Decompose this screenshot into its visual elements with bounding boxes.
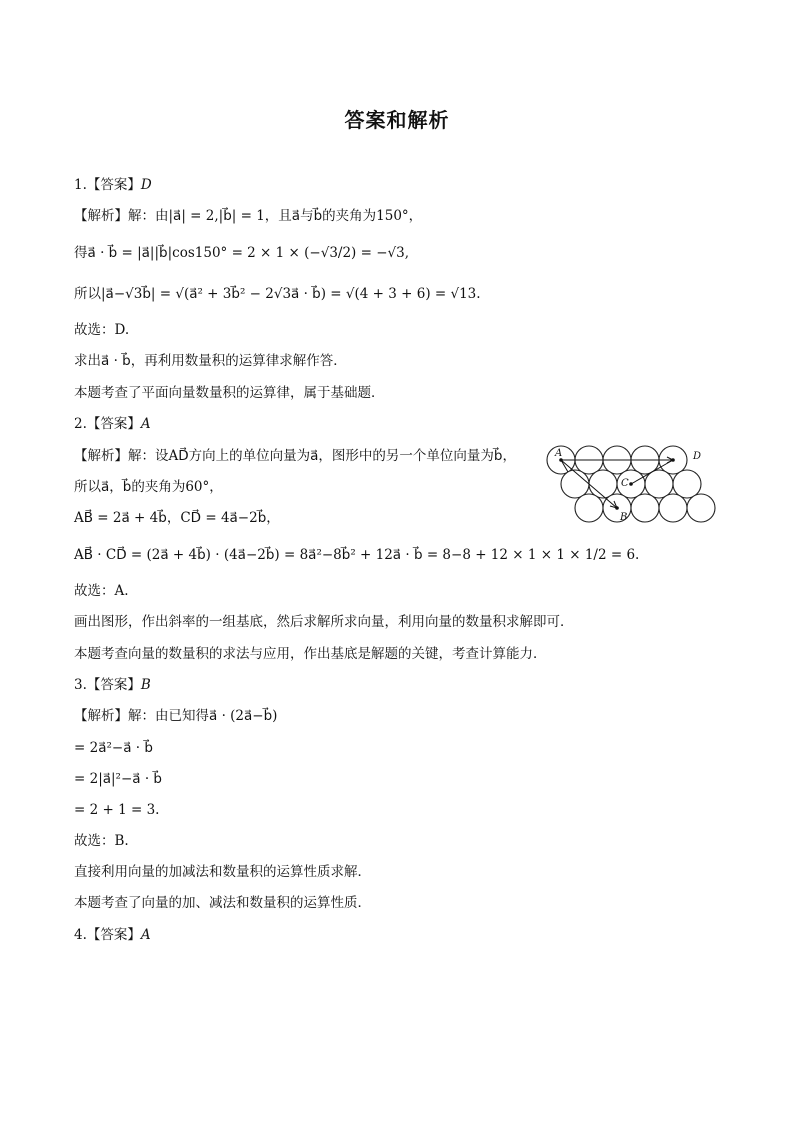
label-b: B — [620, 512, 628, 523]
q3-answer-value: B — [140, 677, 151, 693]
q2-analysis-line-2: 所以a⃗，b⃗的夹角为60°， — [74, 479, 223, 495]
q2-analysis-line-7: 本题考查向量的数量积的求法与应用，作出基底是解题的关键，考查计算能力． — [74, 646, 547, 662]
q1-analysis-line-6: 本题考查了平面向量数量积的运算律，属于基础题． — [74, 385, 385, 401]
q1-analysis-line-2: 得a⃗ · b⃗ = |a⃗||b⃗|cos150° = 2 × 1 × (−√3/2) = −√3, — [74, 245, 410, 261]
q3-analysis-line-3: = 2|a⃗|²−a⃗ · b⃗ — [74, 771, 163, 787]
q1-analysis-line-5: 求出a⃗ · b⃗，再利用数量积的运算律求解作答． — [74, 353, 347, 369]
q3-analysis-line-1: 【解析】解：由已知得a⃗ · (2a⃗−b⃗) — [74, 708, 278, 724]
label-c: C — [621, 478, 629, 489]
circle-packing-figure — [545, 440, 723, 532]
label-a: A — [555, 448, 563, 459]
q3-analysis-line-4: = 2 + 1 = 3. — [74, 802, 160, 818]
q3-analysis-line-5: 故选：B. — [74, 833, 129, 849]
q2-answer-value: A — [140, 416, 151, 432]
q1-answer-label: 1.【答案】 — [74, 177, 141, 193]
q2-answer-label: 2.【答案】 — [74, 416, 141, 432]
circle — [687, 494, 715, 522]
q3-analysis-line-6: 直接利用向量的加减法和数量积的运算性质求解． — [74, 864, 371, 880]
page-title: 答案和解析 — [344, 108, 450, 132]
point-c — [629, 482, 633, 486]
q3-answer-line — [74, 676, 151, 694]
q2-analysis-line-4: AB⃗ · CD⃗ = (2a⃗ + 4b⃗) · (4a⃗−2b⃗) = 8a⃗²−8b⃗² + 12a⃗ · b⃗ = 8−8 + 12 × 1 × 1 × 1/2 = 6. — [74, 547, 640, 563]
q2-answer-line — [74, 415, 151, 433]
q2-analysis-line-5: 故选：A. — [74, 583, 129, 599]
q4-answer-label: 4.【答案】 — [74, 927, 141, 943]
circle — [589, 470, 617, 498]
q4-answer-value: A — [140, 927, 151, 943]
q3-analysis-line-7: 本题考查了向量的加、减法和数量积的运算性质． — [74, 895, 371, 911]
q1-answer-value: D — [140, 177, 152, 193]
circle — [631, 494, 659, 522]
circle — [673, 470, 701, 498]
q4-answer-line — [74, 926, 151, 944]
q1-analysis-line-1: 【解析】解：由|a⃗| = 2,|b⃗| = 1，且a⃗与b⃗的夹角为150°， — [74, 208, 423, 224]
q3-answer-label: 3.【答案】 — [74, 677, 141, 693]
circle — [659, 494, 687, 522]
point-b — [615, 506, 619, 510]
point-d — [671, 458, 675, 462]
q1-analysis-line-4: 故选：D. — [74, 322, 130, 338]
circle — [645, 470, 673, 498]
q3-analysis-line-2: = 2a⃗²−a⃗ · b⃗ — [74, 740, 153, 756]
circle — [575, 494, 603, 522]
q1-analysis-line-3: 所以|a⃗−√3b⃗| = √(a⃗² + 3b⃗² − 2√3a⃗ · b⃗) = √(4 + 3 + 6) = √13. — [74, 286, 481, 302]
q2-analysis-line-6: 画出图形，作出斜率的一组基底，然后求解所求向量，利用向量的数量积求解即可． — [74, 614, 574, 630]
q2-analysis-line-3: AB⃗ = 2a⃗ + 4b⃗，CD⃗ = 4a⃗−2b⃗， — [74, 510, 280, 526]
label-d: D — [693, 451, 702, 462]
q2-analysis-line-1: 【解析】解：设AD⃗方向上的单位向量为a⃗，图形中的另一个单位向量为b⃗， — [74, 448, 516, 464]
q1-answer-line — [74, 176, 152, 194]
circle — [561, 470, 589, 498]
